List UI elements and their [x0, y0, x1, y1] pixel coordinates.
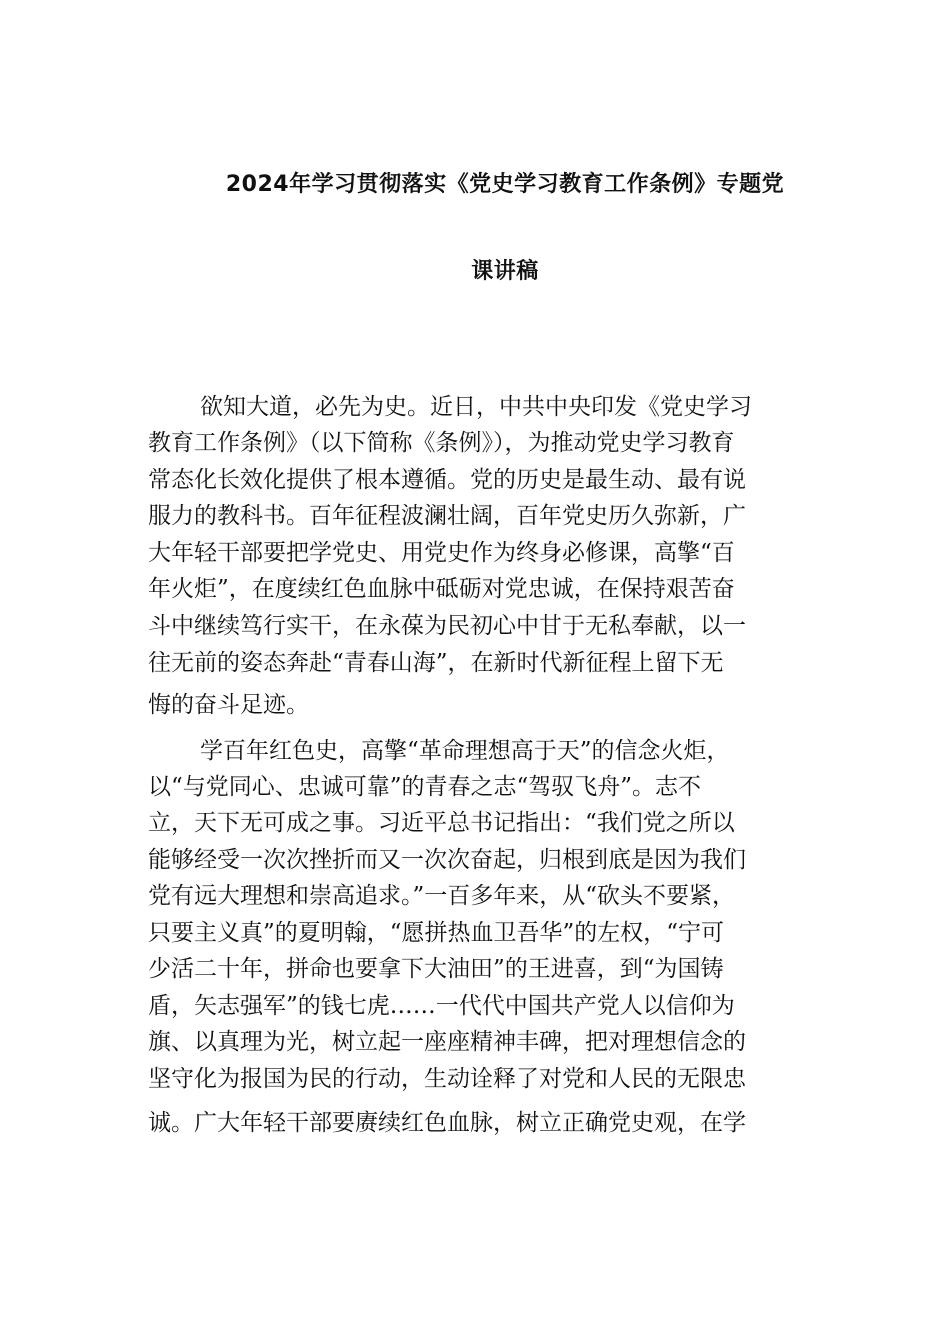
paragraph-1-line-4: 服力的教科书。百年征程波澜壮阔，百年党史历久弥新，广 [148, 503, 746, 529]
paragraph-1-line-7: 斗中继续笃行实干，在永葆为民初心中甘于无私奉献，以一 [148, 613, 746, 639]
paragraph-2-line-2: 以“与党同心、忠诚可靠”的青春之志“驾驭飞舟”。志不 [148, 774, 702, 800]
paragraph-1-line-6: 年火炬”，在度续红色血脉中砥砺对党忠诚，在保持艰苦奋 [148, 576, 735, 602]
paragraph-2-line-7: 少活二十年，拼命也要拿下大油田”的王进喜，到“为国铸 [148, 956, 724, 982]
paragraph-2-line-6: 只要主义真”的夏明翰，“愿拼热血卫吾华”的左权，“宁可 [148, 920, 725, 946]
paragraph-2-line-4: 能够经受一次次挫折而又一次次奋起，归根到底是因为我们 [148, 847, 746, 873]
paragraph-2-line-9: 旗、以真理为光，树立起一座座精神丰碑，把对理想信念的 [148, 1029, 746, 1055]
paragraph-1-line-5: 大年轻干部要把学党史、用党史作为终身必修课，高擎“百 [148, 540, 735, 566]
document-title-line-1: 2024年学习贯彻落实《党史学习教育工作条例》专题党 [225, 172, 785, 197]
paragraph-1-line-1: 欲知大道，必先为史。近日，中共中央印发《党史学习 [200, 394, 752, 420]
paragraph-1-line-2: 教育工作条例》（以下简称《条例》），为推动党史学习教育 [148, 430, 735, 456]
document-title-line-2: 课讲稿 [471, 259, 539, 284]
paragraph-2-line-3: 立，天下无可成之事。习近平总书记指出：“我们党之所以 [148, 810, 735, 836]
paragraph-2-line-10: 坚守化为报国为民的行动，生动诠释了对党和人民的无限忠 [148, 1066, 746, 1092]
paragraph-2-line-11: 诚。广大年轻干部要赓续红色血脉，树立正确党史观，在学 [148, 1110, 746, 1136]
paragraph-1-line-9: 悔的奋斗足迹。 [148, 692, 309, 718]
paragraph-1-line-3: 常态化长效化提供了根本遵循。党的历史是最生动、最有说 [148, 467, 746, 493]
paragraph-2-line-5: 党有远大理想和崇高追求。”一百多年来，从“砍头不要紧， [148, 883, 736, 909]
paragraph-2-line-8: 盾，矢志强军”的钱七虎……一代代中国共产党人以信仰为 [148, 993, 735, 1019]
paragraph-2-line-1: 学百年红色史，高擎“革命理想高于天”的信念火炬， [200, 738, 730, 764]
paragraph-1-line-8: 往无前的姿态奔赴“青春山海”，在新时代新征程上留下无 [148, 650, 724, 676]
